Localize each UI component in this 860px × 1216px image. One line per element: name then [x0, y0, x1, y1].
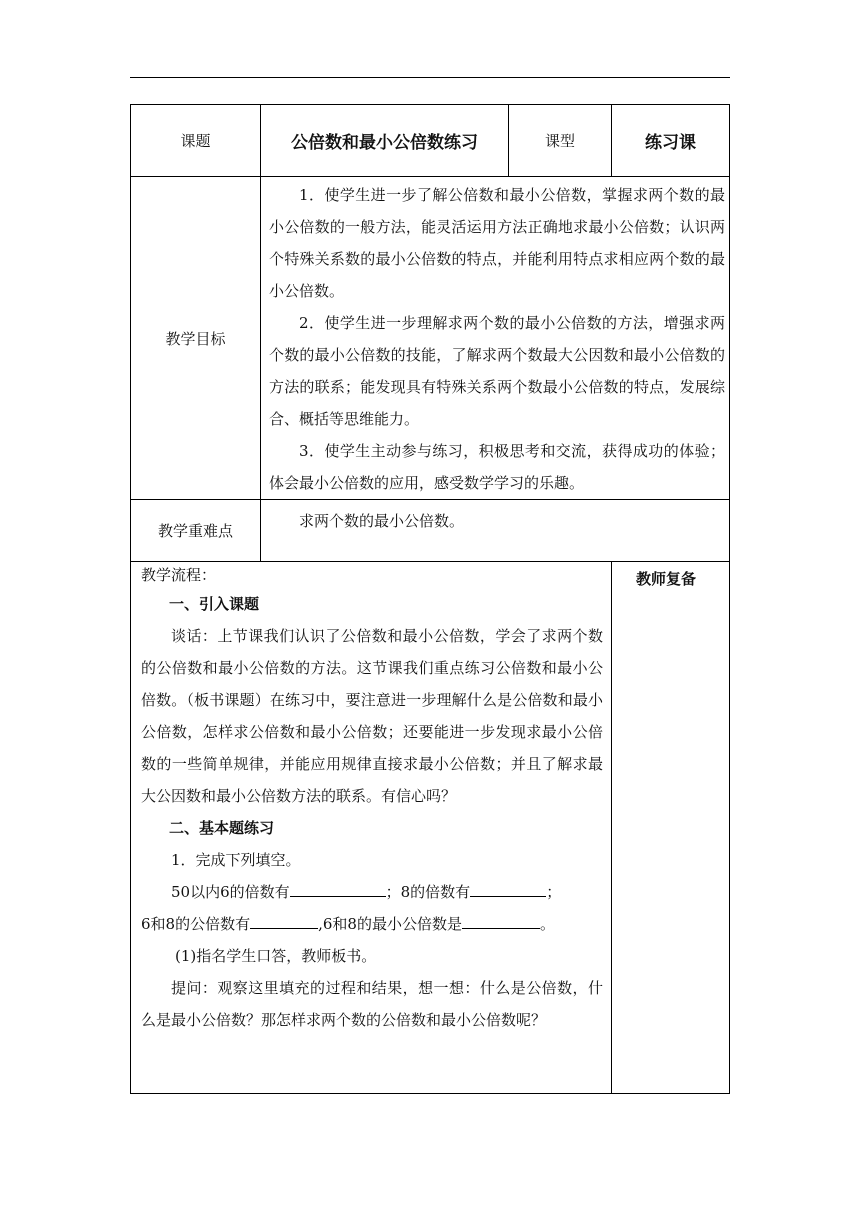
step-1: (1)指名学生口答，教师板书。: [175, 947, 377, 965]
objective-item: 2．使学生进一步理解求两个数的最小公倍数的方法，增强求两个数的最小公倍数的技能，了解求两个数最大公因数和最小公倍数的方法的联系；能发现具有特殊关系两个数最小公倍数的特点，发展综合、概括等思维能力。: [269, 314, 725, 428]
fill-line-b: [141, 908, 603, 940]
fill-text: 。: [539, 915, 555, 933]
objectives-content: [261, 177, 730, 500]
process-content: [131, 562, 612, 1094]
section-basic-title: 二、基本题练习: [169, 819, 275, 837]
objective-item: 3．使学生主动参与练习，积极思考和交流，获得成功的体验；体会最小公倍数的应用，感受数学学习的乐趣。: [269, 442, 725, 492]
objectives-row: [131, 177, 730, 500]
lesson-type: 练习课: [612, 105, 730, 177]
fill-line-a: [141, 876, 603, 908]
header-row: [131, 105, 730, 177]
answer-blank: [290, 878, 386, 897]
fill-text: ；: [546, 883, 562, 901]
topic-label: 课题: [131, 105, 261, 177]
question-1: 1．完成下列填空。: [171, 851, 301, 869]
objective-item: 1．使学生进一步了解公倍数和最小公倍数，掌握求两个数的最小公倍数的一般方法，能灵活运用方法正确地求最小公倍数；认识两个特殊关系数的最小公倍数的特点，并能利用特点求相应两个数的最小公倍数。: [269, 186, 725, 300]
teacher-prep-label: 教师复备: [612, 562, 730, 1094]
type-label: 课型: [509, 105, 612, 177]
section-intro-text: 谈话：上节课我们认识了公倍数和最小公倍数，学会了求两个数的公倍数和最小公倍数的方法。这节课我们重点练习公倍数和最小公倍数。（板书课题）在练习中，要注意进一步理解什么是公倍数和最小公倍数，怎样求公倍数和最小公倍数；还要能进一步发现求最小公倍数的一些简单规律，并能应用规律直接求最小公倍数；并且了解求最大公因数和最小公倍数方法的联系。有信心吗？: [141, 627, 603, 805]
answer-blank: [462, 910, 540, 929]
fill-text: ,6和8的最小公倍数是: [318, 915, 462, 933]
answer-blank: [470, 878, 546, 897]
key-points-row: [131, 500, 730, 562]
key-points-text: 求两个数的最小公倍数。: [261, 500, 730, 562]
lesson-plan-table: [130, 104, 729, 1094]
topic-title: 公倍数和最小公倍数练习: [261, 105, 509, 177]
question-text: 提问：观察这里填充的过程和结果，想一想：什么是公倍数，什么是最小公倍数？那怎样求两个数的公倍数和最小公倍数呢？: [141, 979, 603, 1029]
key-points-label: 教学重难点: [131, 500, 261, 562]
section-intro-title: 一、引入课题: [169, 595, 260, 613]
process-label: 教学流程：: [141, 566, 217, 584]
fill-text: 6和8的公倍数有: [141, 915, 251, 933]
header-rule: [130, 77, 730, 78]
objectives-label: 教学目标: [131, 177, 261, 500]
fill-text: ；8的倍数有: [385, 883, 471, 901]
process-row: [131, 562, 730, 1094]
fill-text: 50以内6的倍数有: [171, 883, 290, 901]
answer-blank: [250, 910, 318, 929]
